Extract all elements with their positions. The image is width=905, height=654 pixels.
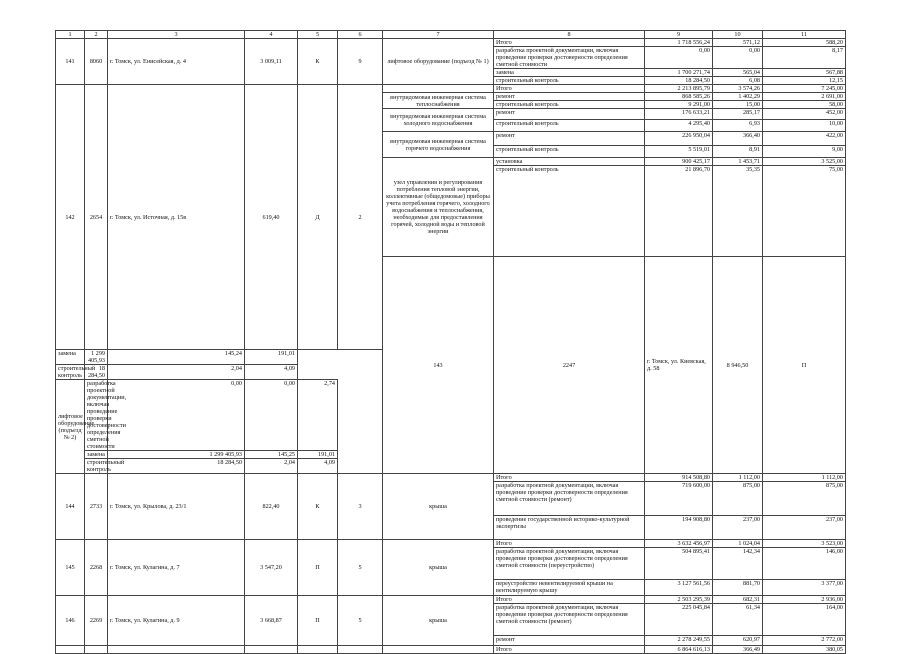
limit-cost-cell: 164,00: [763, 604, 846, 636]
floors-cell: 5: [338, 596, 383, 646]
cost-per-m2-cell: 682,31: [713, 596, 763, 604]
limit-cost-cell: 7 245,00: [763, 85, 846, 93]
category-cell: П: [763, 257, 846, 474]
cost-per-m2-cell: 8,91: [713, 146, 763, 158]
house-id-cell: 2247: [494, 257, 645, 474]
cost-per-m2-cell: 2,04: [108, 365, 245, 380]
cost-cell: 5 519,01: [645, 146, 713, 158]
cost-per-m2-cell: 366,40: [713, 132, 763, 146]
cost-cell: 1 718 556,24: [645, 39, 713, 47]
floors-cell: 5: [338, 540, 383, 596]
limit-cost-cell: 2,74: [298, 380, 338, 451]
element-cell: лифтовое оборудование (подъезд № 2): [56, 380, 85, 474]
limit-cost-cell: 9,00: [763, 146, 846, 158]
address-cell: г. Томск, ул. Енисейская, д. 4: [108, 39, 245, 85]
cost-cell: 4 295,40: [645, 120, 713, 132]
cost-per-m2-cell: 35,35: [713, 166, 763, 257]
header-cell-6: 6: [338, 31, 383, 39]
address-cell: г. Томск, ул. Крылова, д. 23/1: [108, 474, 245, 540]
table-row: [56, 540, 846, 548]
limit-cost-cell: 3 377,00: [763, 580, 846, 596]
table-row: [56, 85, 846, 93]
limit-cost-cell: 422,00: [763, 132, 846, 146]
cost-per-m2-cell: 285,17: [713, 109, 763, 120]
header-row: [56, 31, 846, 39]
limit-cost-cell: 146,00: [763, 548, 846, 580]
cost-per-m2-cell: 237,00: [713, 516, 763, 540]
cost-per-m2-cell: 1 112,00: [713, 474, 763, 482]
address-cell: г. Томск, ул. Источная, д. 15в: [108, 85, 245, 350]
floors-cell: 9: [338, 39, 383, 85]
cost-per-m2-cell: 1 024,04: [713, 540, 763, 548]
cost-per-m2-cell: 3 574,26: [713, 85, 763, 93]
header-cell-10: 10: [713, 31, 763, 39]
work-type-cell: Итого: [494, 85, 645, 93]
limit-cost-cell: 4,09: [245, 365, 298, 380]
limit-cost-cell: 875,00: [763, 482, 846, 516]
work-type-cell: строительный контроль: [494, 77, 645, 85]
limit-cost-cell: 237,00: [763, 516, 846, 540]
cost-cell: 0,00: [108, 380, 245, 451]
work-type-cell: ремонт: [494, 132, 645, 146]
limit-cost-cell: 8,17: [763, 47, 846, 69]
row-number-cell: 141: [56, 39, 85, 85]
cost-cell: 3 127 561,56: [645, 580, 713, 596]
limit-cost-cell: 588,20: [763, 39, 846, 47]
area-cell: 619,40: [245, 85, 298, 350]
limit-cost-cell: 3 523,00: [763, 540, 846, 548]
cost-cell: 2 278 249,55: [645, 636, 713, 646]
element-cell: крыша: [383, 596, 494, 646]
cost-cell: 719 600,00: [645, 482, 713, 516]
cost-cell: 0,00: [645, 47, 713, 69]
cost-per-m2-cell: 366,49: [713, 646, 763, 654]
cost-per-m2-cell: 6,08: [713, 77, 763, 85]
area-cell: 3 668,87: [245, 596, 298, 646]
cost-per-m2-cell: 881,70: [713, 580, 763, 596]
cost-per-m2-cell: 875,00: [713, 482, 763, 516]
cost-per-m2-cell: 0,00: [713, 47, 763, 69]
work-type-cell: строительный контроль: [56, 365, 85, 380]
blank-cell: [108, 646, 245, 654]
table-row: [56, 39, 846, 47]
cost-per-m2-cell: 1 402,29: [713, 93, 763, 101]
element-cell: крыша: [383, 540, 494, 596]
work-type-cell: замена: [494, 69, 645, 77]
cost-cell: 1 299 405,93: [85, 350, 108, 365]
header-cell-4: 4: [245, 31, 298, 39]
limit-cost-cell: 452,00: [763, 109, 846, 120]
element-cell: внутридомовая инженерная система горячего водоснабжения: [383, 132, 494, 158]
cost-cell: 194 908,80: [645, 516, 713, 540]
blank-cell: [338, 646, 383, 654]
limit-cost-cell: 191,01: [245, 350, 298, 365]
cost-cell: 18 284,50: [645, 77, 713, 85]
cost-cell: 900 425,17: [645, 158, 713, 166]
cost-per-m2-cell: 2,04: [245, 459, 298, 474]
work-type-cell: Итого: [494, 474, 645, 482]
work-type-cell: переустройство невентилируемой крыши на вентилируемую крышу: [494, 580, 645, 596]
row-number-cell: 146: [56, 596, 85, 646]
work-type-cell: Итого: [494, 596, 645, 604]
register-table: [55, 30, 846, 654]
blank-cell: [383, 646, 494, 654]
limit-cost-cell: 191,01: [298, 451, 338, 459]
area-cell: 3 009,11: [245, 39, 298, 85]
cost-per-m2-cell: 15,00: [713, 101, 763, 109]
work-type-cell: строительный контроль: [494, 101, 645, 109]
blank-cell: [85, 646, 108, 654]
cost-cell: 226 950,04: [645, 132, 713, 146]
limit-cost-cell: 12,15: [763, 77, 846, 85]
cost-per-m2-cell: 142,34: [713, 548, 763, 580]
category-cell: Д: [298, 85, 338, 350]
element-cell: внутридомовая инженерная система теплоснабжения: [383, 93, 494, 109]
work-type-cell: Итого: [494, 646, 645, 654]
address-cell: г. Томск, ул. Кулагина, д. 7: [108, 540, 245, 596]
work-type-cell: замена: [85, 451, 108, 459]
area-cell: 3 547,20: [245, 540, 298, 596]
work-type-cell: разработка проектной документации, включая проведение проверки достоверности определения сметной стоимости: [494, 47, 645, 69]
row-number-cell: 142: [56, 85, 85, 350]
cost-per-m2-cell: 571,12: [713, 39, 763, 47]
element-cell: лифтовое оборудование (подъезд № 1): [383, 39, 494, 85]
cost-cell: 176 633,21: [645, 109, 713, 120]
work-type-cell: строительный контроль: [494, 120, 645, 132]
limit-cost-cell: 567,88: [763, 69, 846, 77]
cost-cell: 21 896,70: [645, 166, 713, 257]
work-type-cell: разработка проектной документации, включая проведение проверки достоверности определения сметной стоимости (ремонт): [494, 604, 645, 636]
cost-cell: 9 291,00: [645, 101, 713, 109]
limit-cost-cell: 2 772,00: [763, 636, 846, 646]
cost-per-m2-cell: 565,04: [713, 69, 763, 77]
work-type-cell: разработка проектной документации, включая проведение проверки достоверности определения сметной стоимости (переустройство): [494, 548, 645, 580]
work-type-cell: ремонт: [494, 109, 645, 120]
blank-cell: [245, 646, 298, 654]
cost-cell: 2 213 895,79: [645, 85, 713, 93]
work-type-cell: разработка проектной документации, включая проведение проверки достоверности определения сметной стоимости (ремонт): [494, 482, 645, 516]
table-row: [56, 474, 846, 482]
header-cell-8: 8: [494, 31, 645, 39]
element-cell: крыша: [383, 474, 494, 540]
cost-cell: 225 045,84: [645, 604, 713, 636]
cost-per-m2-cell: 0,00: [245, 380, 298, 451]
header-cell-3: 3: [108, 31, 245, 39]
work-type-cell: Итого: [494, 540, 645, 548]
table-row: [56, 646, 846, 654]
cost-cell: 3 632 456,97: [645, 540, 713, 548]
limit-cost-cell: 75,00: [763, 166, 846, 257]
limit-cost-cell: 2 936,00: [763, 596, 846, 604]
limit-cost-cell: 1 112,00: [763, 474, 846, 482]
blank-cell: [56, 646, 85, 654]
work-type-cell: Итого: [494, 39, 645, 47]
house-id-cell: 2268: [85, 540, 108, 596]
address-cell: г. Томск, ул. Киевская, д. 58: [645, 257, 713, 474]
category-cell: П: [298, 540, 338, 596]
house-id-cell: 2733: [85, 474, 108, 540]
limit-cost-cell: 58,00: [763, 101, 846, 109]
floors-cell: 2: [338, 85, 383, 350]
cost-cell: 18 284,50: [85, 365, 108, 380]
row-number-cell: 145: [56, 540, 85, 596]
limit-cost-cell: 380,05: [763, 646, 846, 654]
cost-cell: 504 895,41: [645, 548, 713, 580]
header-cell-7: 7: [383, 31, 494, 39]
header-cell-5: 5: [298, 31, 338, 39]
cost-per-m2-cell: 6,93: [713, 120, 763, 132]
cost-per-m2-cell: 61,34: [713, 604, 763, 636]
header-cell-2: 2: [85, 31, 108, 39]
work-type-cell: разработка проектной документации, включая проведение проверки достоверности определения сметной стоимости: [85, 380, 108, 451]
category-cell: К: [298, 39, 338, 85]
work-type-cell: ремонт: [494, 636, 645, 646]
row-number-cell: 143: [383, 257, 494, 474]
cost-cell: 914 508,80: [645, 474, 713, 482]
limit-cost-cell: 3 525,00: [763, 158, 846, 166]
category-cell: К: [298, 474, 338, 540]
work-type-cell: строительный контроль: [494, 166, 645, 257]
work-type-cell: установка: [494, 158, 645, 166]
work-type-cell: замена: [56, 350, 85, 365]
category-cell: П: [298, 596, 338, 646]
table-row: [56, 596, 846, 604]
house-id-cell: 8060: [85, 39, 108, 85]
area-cell: 822,40: [245, 474, 298, 540]
row-number-cell: 144: [56, 474, 85, 540]
header-cell-9: 9: [645, 31, 713, 39]
cost-cell: 868 585,26: [645, 93, 713, 101]
cost-cell: 1 700 271,74: [645, 69, 713, 77]
work-type-cell: ремонт: [494, 93, 645, 101]
element-cell: узел управления и регулирования потребления тепловой энергии, коллективные (общедомовые) приборы учета потребления горячего, холодного водоснабжения и теплоснабжения, необходимые для предоставления горячей, холодной воды и тепловой энергии: [383, 158, 494, 257]
header-cell-11: 11: [763, 31, 846, 39]
cost-per-m2-cell: 1 453,71: [713, 158, 763, 166]
address-cell: г. Томск, ул. Кулагина, д. 9: [108, 596, 245, 646]
floors-cell: 3: [338, 474, 383, 540]
cost-cell: 18 284,50: [108, 459, 245, 474]
area-cell: 8 946,50: [713, 257, 763, 474]
limit-cost-cell: 4,09: [298, 459, 338, 474]
cost-cell: 2 503 295,39: [645, 596, 713, 604]
limit-cost-cell: 10,00: [763, 120, 846, 132]
blank-cell: [383, 85, 494, 93]
house-id-cell: 2269: [85, 596, 108, 646]
house-id-cell: 2654: [85, 85, 108, 350]
element-cell: внутридомовая инженерная система холодного водоснабжения: [383, 109, 494, 132]
cost-per-m2-cell: 145,24: [108, 350, 245, 365]
cost-cell: 1 299 405,93: [108, 451, 245, 459]
blank-cell: [298, 646, 338, 654]
cost-per-m2-cell: 145,25: [245, 451, 298, 459]
work-type-cell: строительный контроль: [494, 146, 645, 158]
header-cell-1: 1: [56, 31, 85, 39]
work-type-cell: строительный контроль: [85, 459, 108, 474]
cost-per-m2-cell: 620,97: [713, 636, 763, 646]
work-type-cell: проведение государственной историко-культурной экспертизы: [494, 516, 645, 540]
limit-cost-cell: 2 691,00: [763, 93, 846, 101]
cost-cell: 6 864 616,13: [645, 646, 713, 654]
